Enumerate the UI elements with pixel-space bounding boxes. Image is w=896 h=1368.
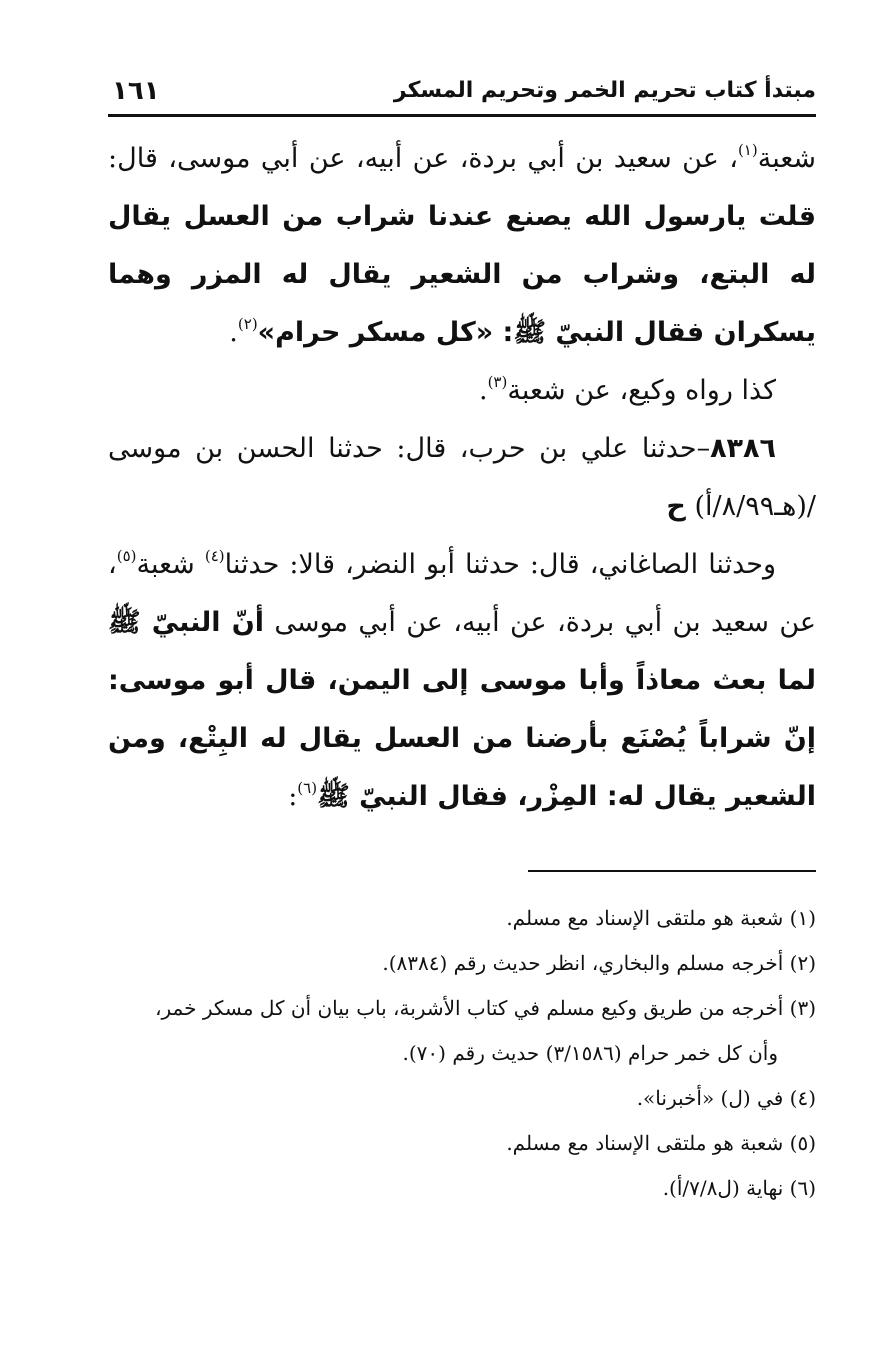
footnote-ref: (٣)	[487, 373, 508, 391]
footnote-4: (٤) في (ل) «أخبرنا».	[636, 1086, 816, 1110]
hadith-paragraph-2: ٨٣٨٦–حدثنا علي بن حرب، قال: حدثنا الحسن بن موسى /(هـ٨/٩٩/أ) ح	[108, 433, 816, 522]
footnote-ref: (٤)	[204, 547, 225, 565]
tahwil-mark: ح	[666, 491, 686, 522]
footnote-separator	[528, 870, 816, 872]
footnote-ref: (٦)	[297, 779, 318, 797]
footnote-3-continued: وأن كل خمر حرام (٣/١٥٨٦) حديث رقم (٧٠).	[402, 1041, 778, 1065]
footnote-3: (٣) أخرجه من طريق وكيع مسلم في كتاب الأشربة، باب بيان أن كل مسكر خمر،	[155, 996, 816, 1020]
footnote-5: (٥) شعبة هو ملتقى الإسناد مع مسلم.	[506, 1131, 816, 1155]
hadith-number: ٨٣٨٦	[710, 433, 776, 464]
hadith-paragraph-3: وحدثنا الصاغاني، قال: حدثنا أبو النضر، قالا: حدثنا$^{(٤)}$ شعبة$^{(٥)}$، عن سعيد بن أبي بردة، عن أبيه، عن أبي موسى أنّ النبيّ ﷺ لما بعث معاذاً وأبا موسى إلى اليمن، قال أبو موسى: إنّ شراباً يُصْنَع بأرضنا من العسل يقال له البِتْع، ومن الشعير يقال له: المِزْر، فقال النبيّ ﷺ$^{(٦)}$:	[108, 547, 816, 812]
footnotes	[108, 896, 816, 1211]
footnote-2: (٢) أخرجه مسلم والبخاري، انظر حديث رقم (٨٣٨٤).	[382, 951, 816, 975]
hadith-matn: أنّ النبيّ ﷺ لما بعث معاذاً وأبا موسى إلى اليمن، قال أبو موسى: إنّ شراباً يُصْنَع بأرضنا من العسل يقال له البِتْع، ومن الشعير يقال له: المِزْر، فقال النبيّ ﷺ	[108, 607, 816, 812]
header-rule	[108, 114, 816, 117]
running-header	[108, 76, 816, 112]
footnote-ref: (٥)	[116, 547, 137, 565]
main-text	[108, 130, 816, 826]
footnote-6: (٦) نهاية (ل٧/٨/أ).	[662, 1176, 816, 1200]
footnote-ref: (٢)	[237, 315, 258, 333]
narration-note: كذا رواه وكيع، عن شعبة$^{(٣)}$.	[478, 373, 776, 406]
hadith-paragraph-1: شعبة$^{(١)}$، عن سعيد بن أبي بردة، عن أبيه، عن أبي موسى، قال: قلت يارسول الله يصنع عندنا شراب من العسل يقال له البتع، وشراب من الشعير يقال له المزر وهما يسكران فقال النبيّ ﷺ: «كل مسكر حرام»$^{(٢)}$.	[108, 141, 816, 348]
page-number: ١٦١	[112, 76, 160, 106]
chapter-title: مبتدأ كتاب تحريم الخمر وتحريم المسكر	[393, 78, 816, 103]
hadith-matn: قلت يارسول الله يصنع عندنا شراب من العسل يقال له البتع، وشراب من الشعير يقال له المزر وهما يسكران فقال النبيّ ﷺ: «كل مسكر حرام»	[108, 201, 816, 348]
footnote-1: (١) شعبة هو ملتقى الإسناد مع مسلم.	[506, 906, 816, 930]
footnote-ref: (١)	[737, 141, 758, 159]
